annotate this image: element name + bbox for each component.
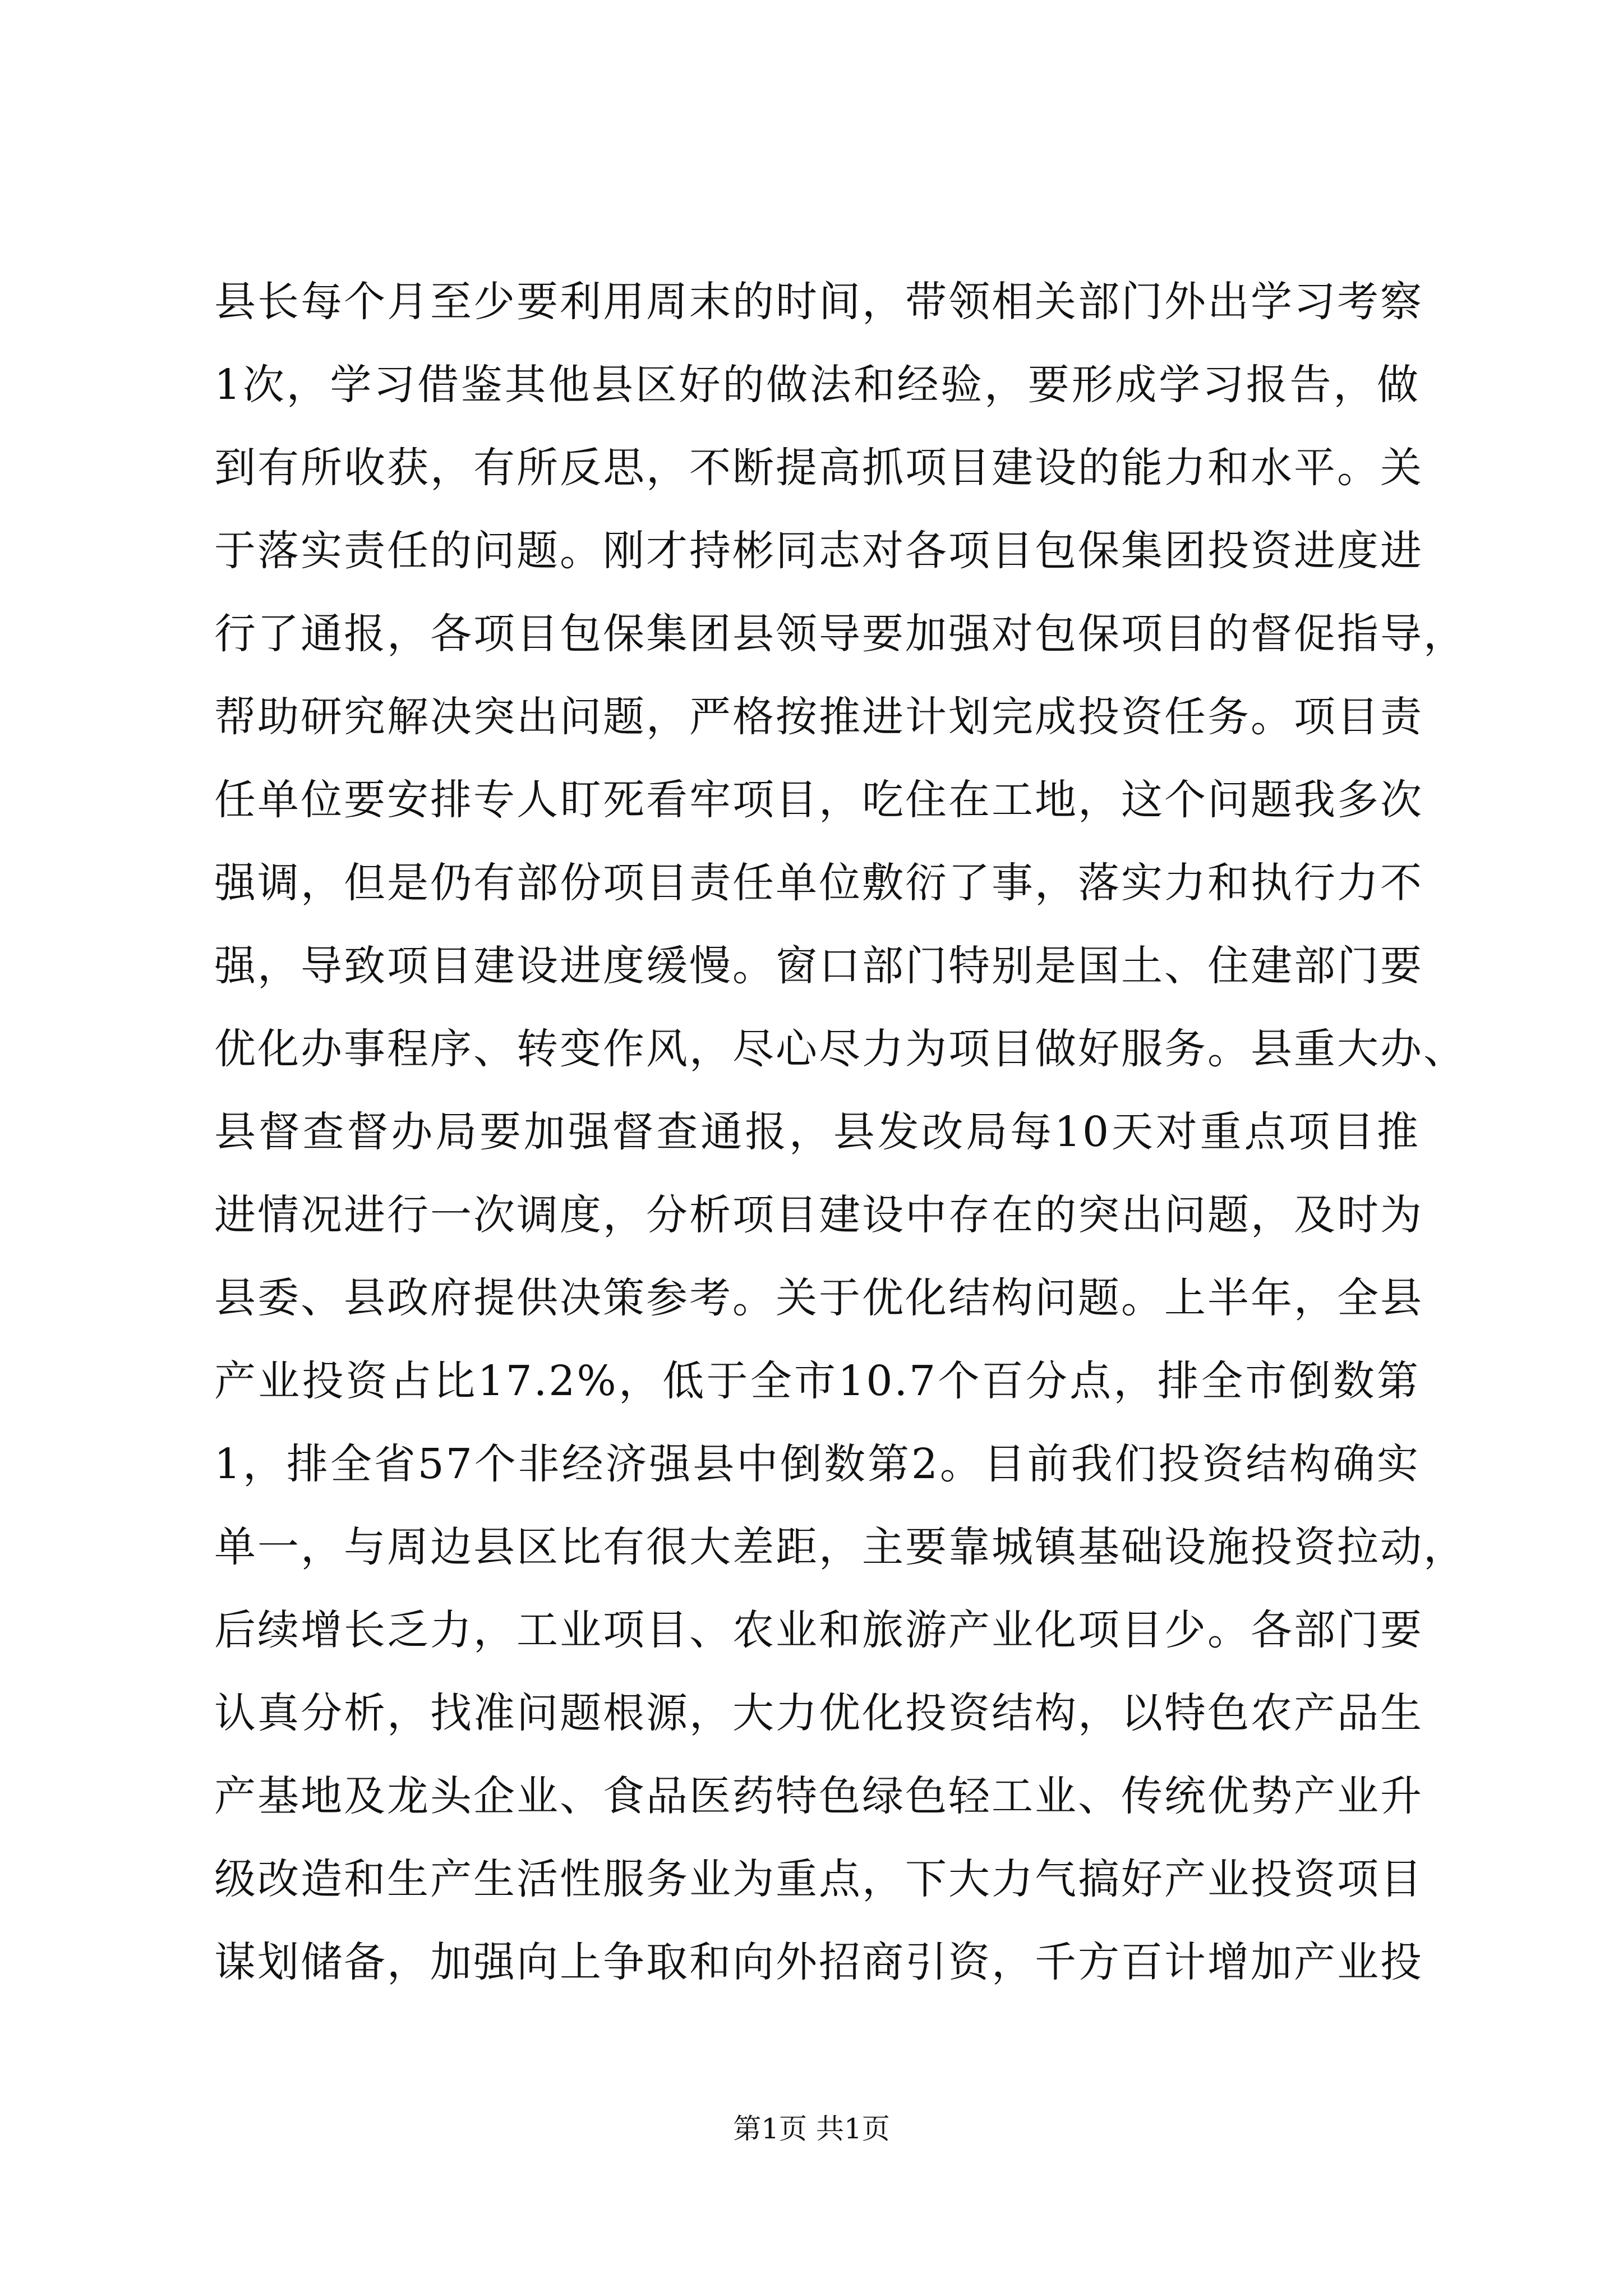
text-line: 产业投资占比17.2%，低于全市10.7个百分点，排全市倒数第	[214, 1357, 1420, 1405]
text-line: 认真分析，找准问题根源，大力优化投资结构，以特色农产品生	[214, 1689, 1423, 1737]
text-line: 后续增长乏力，工业项目、农业和旅游产业化项目少。各部门要	[214, 1606, 1423, 1654]
text-line: 1次，学习借鉴其他县区好的做法和经验，要形成学习报告，做	[214, 361, 1420, 409]
text-line: 县长每个月至少要利用周末的时间，带领相关部门外出学习考察	[214, 278, 1423, 326]
body-text	[214, 275, 1467, 1989]
text-line: 强调，但是仍有部份项目责任单位敷衍了事，落实力和执行力不	[214, 859, 1423, 907]
text-line: 任单位要安排专人盯死看牢项目，吃住在工地，这个问题我多次	[214, 776, 1423, 824]
text-line: 强，导致项目建设进度缓慢。窗口部门特别是国土、住建部门要	[214, 942, 1423, 990]
text-line: 于落实责任的问题。刚才持彬同志对各项目包保集团投资进度进	[214, 527, 1423, 575]
text-line: 级改造和生产生活性服务业为重点，下大力气搞好产业投资项目	[214, 1855, 1423, 1903]
text-line: 优化办事程序、转变作风，尽心尽力为项目做好服务。县重大办、	[214, 1025, 1467, 1073]
text-line: 行了通报，各项目包保集团县领导要加强对包保项目的督促指导，	[214, 610, 1467, 658]
text-line: 1，排全省57个非经济强县中倒数第2。目前我们投资结构确实	[214, 1440, 1420, 1488]
page-number-footer: 第1页 共1页	[733, 2113, 890, 2145]
text-line: 单一，与周边县区比有很大差距，主要靠城镇基础设施投资拉动，	[214, 1523, 1467, 1571]
text-line: 进情况进行一次调度，分析项目建设中存在的突出问题，及时为	[214, 1191, 1423, 1239]
text-line: 产基地及龙头企业、食品医药特色绿色轻工业、传统优势产业升	[214, 1772, 1423, 1820]
text-line: 谋划储备，加强向上争取和向外招商引资，千方百计增加产业投	[214, 1938, 1423, 1986]
text-line: 帮助研究解决突出问题，严格按推进计划完成投资任务。项目责	[214, 693, 1423, 741]
text-line: 县委、县政府提供决策参考。关于优化结构问题。上半年，全县	[214, 1274, 1423, 1322]
text-line: 县督查督办局要加强督查通报，县发改局每10天对重点项目推	[214, 1108, 1420, 1156]
text-line: 到有所收获，有所反思，不断提高抓项目建设的能力和水平。关	[214, 444, 1423, 492]
